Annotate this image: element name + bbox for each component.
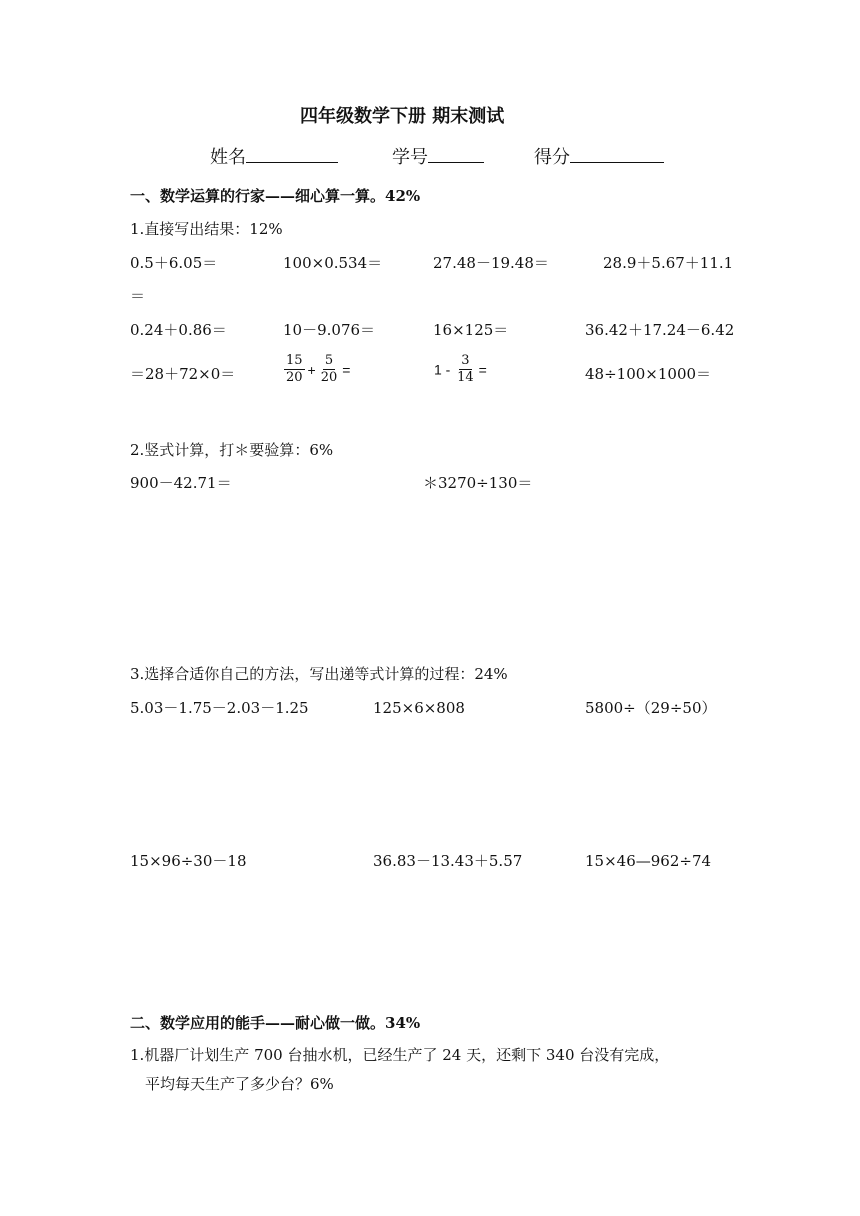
q1-r1-c: 27.48－19.48＝ <box>433 254 549 272</box>
q1-r2-a: 0.24＋0.86＝ <box>130 321 227 339</box>
equals-sign: = <box>342 361 351 378</box>
word-problem-1-line2: 平均每天生产了多少台？6% <box>145 1075 334 1093</box>
q3-r1-c: 5800÷（29÷50） <box>585 699 717 717</box>
fraction-difference <box>434 353 490 386</box>
q1-r1-a: 0.5＋6.05＝ <box>130 254 218 272</box>
q1-r3-d: 48÷100×1000＝ <box>585 365 712 383</box>
numerator: 15 <box>286 353 303 368</box>
q2-label: 2.竖式计算，打＊要验算：6% <box>130 441 334 459</box>
q3-label: 3.选择合适你自己的方法，写出递等式计算的过程：24% <box>130 665 508 683</box>
q1-r3-a: ＝28＋72×0＝ <box>130 365 236 383</box>
score-blank <box>570 146 664 163</box>
section2-heading: 二、数学应用的能手——耐心做一做。34% <box>130 1014 421 1032</box>
id-label: 学号 <box>392 147 428 168</box>
q1-r1-b: 100×0.534＝ <box>283 254 383 272</box>
score-label: 得分 <box>534 147 570 168</box>
q3-r1-b: 125×6×808 <box>373 699 465 717</box>
name-blank <box>246 146 338 163</box>
q3-r2-b: 36.83－13.43＋5.57 <box>373 852 523 870</box>
numerator: 5 <box>324 353 334 368</box>
fraction-3-14 <box>455 353 476 386</box>
word-problem-1-line1: 1.机器厂计划生产 700 台抽水机，已经生产了 24 天，还剩下 340 台没有完成， <box>130 1046 670 1064</box>
name-field <box>210 146 338 167</box>
id-field <box>392 146 484 167</box>
id-blank <box>428 146 484 163</box>
q3-r2-a: 15×96÷30－18 <box>130 852 247 870</box>
section1-heading: 一、数学运算的行家——细心算一算。42% <box>130 187 421 205</box>
one-minus: 1 - <box>434 361 451 378</box>
plus-sign: + <box>307 361 316 378</box>
equals-sign: = <box>478 361 487 378</box>
name-label: 姓名 <box>210 147 246 168</box>
q1-r1-wrap: ＝ <box>130 287 146 305</box>
q3-r1-a: 5.03－1.75－2.03－1.25 <box>130 699 309 717</box>
fraction-sum <box>284 353 353 386</box>
fraction-15-20 <box>284 353 305 386</box>
q1-label: 1.直接写出结果：12% <box>130 220 283 238</box>
denominator: 20 <box>286 370 303 385</box>
q1-r2-d: 36.42＋17.24－6.42 <box>585 321 735 339</box>
numerator: 3 <box>461 353 470 368</box>
page-title: 四年级数学下册 期末测试 <box>300 106 505 127</box>
q1-r2-c: 16×125＝ <box>433 321 509 339</box>
q1-r1-d: 28.9＋5.67＋11.1 <box>603 254 734 272</box>
q3-r2-c: 15×46—962÷74 <box>585 852 712 870</box>
q2-item-1: 900－42.71＝ <box>130 474 232 492</box>
fraction-5-20 <box>319 353 340 386</box>
score-field <box>534 146 664 167</box>
denominator: 20 <box>320 370 338 385</box>
denominator: 14 <box>457 370 474 385</box>
q2-item-2: ＊3270÷130＝ <box>423 474 533 492</box>
q1-r2-b: 10－9.076＝ <box>283 321 376 339</box>
